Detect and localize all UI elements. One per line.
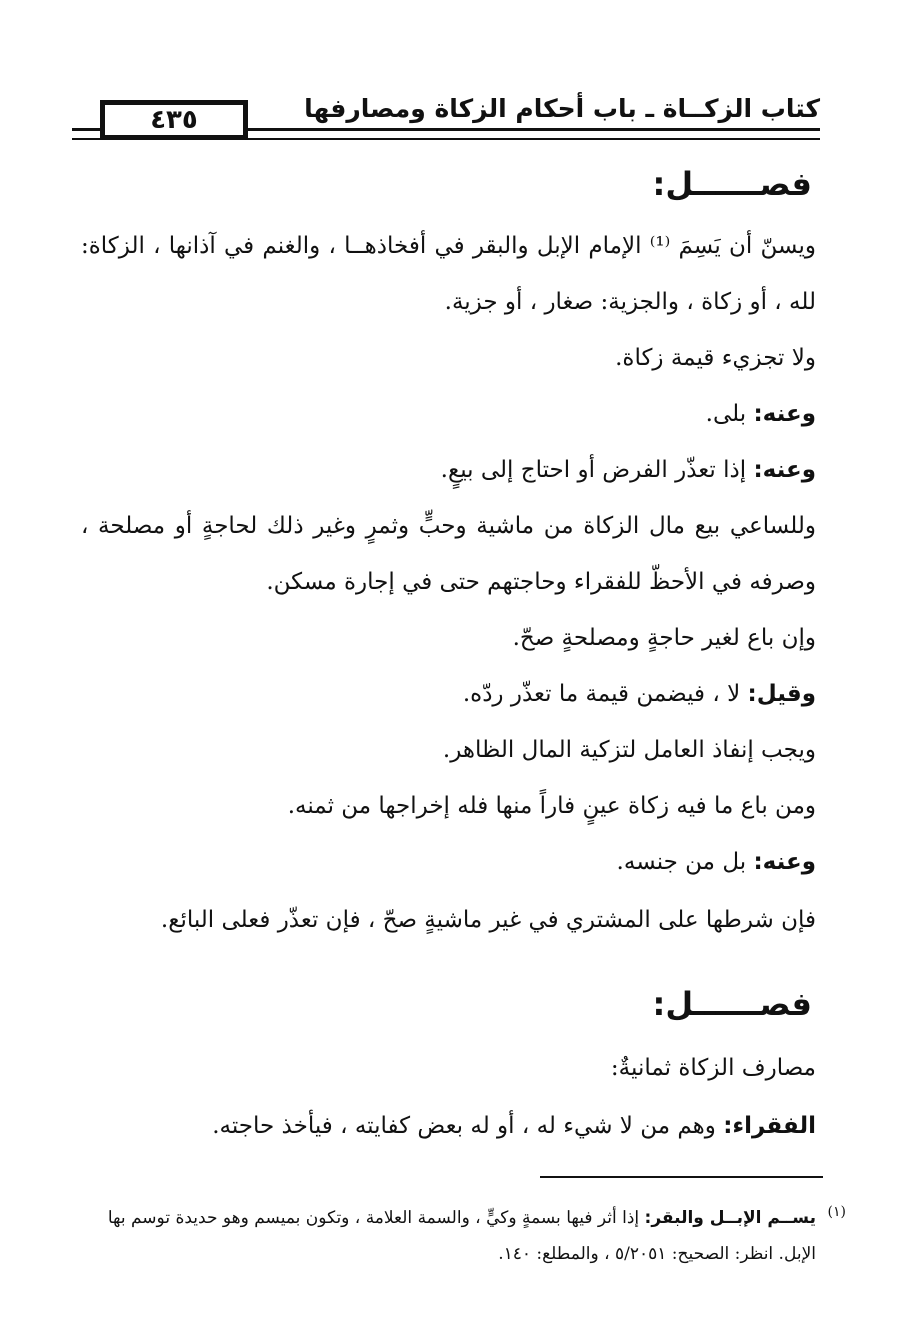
section-heading-2: فصــــــل: [652, 985, 812, 1023]
paragraph-text: لا ، فيضمن قيمة ما تعذّر ردّه. [462, 681, 748, 707]
paragraph-text: وإن باع لغير حاجةٍ ومصلحةٍ صحّ. [512, 625, 816, 651]
footnote-separator [540, 1176, 823, 1178]
paragraph-lead: وعنه: [753, 457, 816, 483]
footnote-1 [76, 1200, 846, 1272]
page-header [72, 92, 820, 152]
paragraph-11 [81, 892, 816, 948]
footnote-lead: يســم الإبــل والبقر: [644, 1208, 816, 1228]
paragraph-3 [81, 386, 816, 442]
page-number: ٤٣٥ [100, 100, 248, 140]
footnote-number: (١) [827, 1204, 846, 1220]
paragraph-9 [81, 778, 816, 834]
paragraph-text: ولا تجزيء قيمة زكاة. [615, 345, 816, 371]
paragraph-1 [81, 218, 816, 330]
paragraph-lead: وعنه: [753, 401, 816, 427]
paragraph-5 [81, 498, 816, 610]
paragraph-12 [81, 1040, 816, 1096]
header-rule-thick [177, 128, 820, 131]
paragraph-text: مصارف الزكاة ثمانيةٌ: [610, 1055, 816, 1081]
paragraph-8 [81, 722, 816, 778]
paragraph-13 [81, 1098, 816, 1154]
paragraph-10 [81, 834, 816, 890]
paragraph-text: وللساعي بيع مال الزكاة من ماشية وحبٍّ وثمرٍ وغير ذلك لحاجةٍ أو مصلحة ، وصرفه في الأحظّ للفقراء وحاجتهم حتى في إجارة مسكن. [81, 513, 816, 595]
paragraph-text: ويسنّ أن يَسِمَ ⁽¹⁾ الإمام الإبل والبقر في أفخاذهــا ، والغنم في آذانها ، الزكاة: لله ، أو زكاة ، والجزية: صغار ، أو جزية. [81, 233, 816, 315]
paragraph-lead: الفقراء: [723, 1113, 816, 1139]
paragraph-lead: وعنه: [753, 849, 816, 875]
section-heading-1: فصــــــل: [652, 165, 812, 203]
paragraph-text: وهم من لا شيء له ، أو له بعض كفايته ، فيأخذ حاجته. [212, 1113, 724, 1139]
paragraph-text: بلى. [705, 401, 754, 427]
paragraph-lead: وقيل: [747, 681, 816, 707]
paragraph-text: بل من جنسه. [616, 849, 754, 875]
paragraph-4 [81, 442, 816, 498]
paragraph-2 [81, 330, 816, 386]
paragraph-6 [81, 610, 816, 666]
running-title: كتاب الزكــاة ـ باب أحكام الزكاة ومصارفها [304, 94, 820, 123]
footnote-text: إذا أثر فيها بسمةٍ وكيٍّ ، والسمة العلامة ، وتكون بميسم وهو حديدة توسم بها الإبل. انظر: الصحيح: ٥/٢٠٥١ ، والمطلع: ١٤٠. [107, 1208, 816, 1264]
paragraph-7 [81, 666, 816, 722]
paragraph-text: ويجب إنفاذ العامل لتزكية المال الظاهر. [442, 737, 816, 763]
paragraph-text: إذا تعذّر الفرض أو احتاج إلى بيعٍ. [440, 457, 754, 483]
paragraph-text: فإن شرطها على المشتري في غير ماشيةٍ صحّ ، فإن تعذّر فعلى البائع. [160, 907, 816, 933]
paragraph-text: ومن باع ما فيه زكاة عينٍ فاراً منها فله إخراجها من ثمنه. [287, 793, 816, 819]
